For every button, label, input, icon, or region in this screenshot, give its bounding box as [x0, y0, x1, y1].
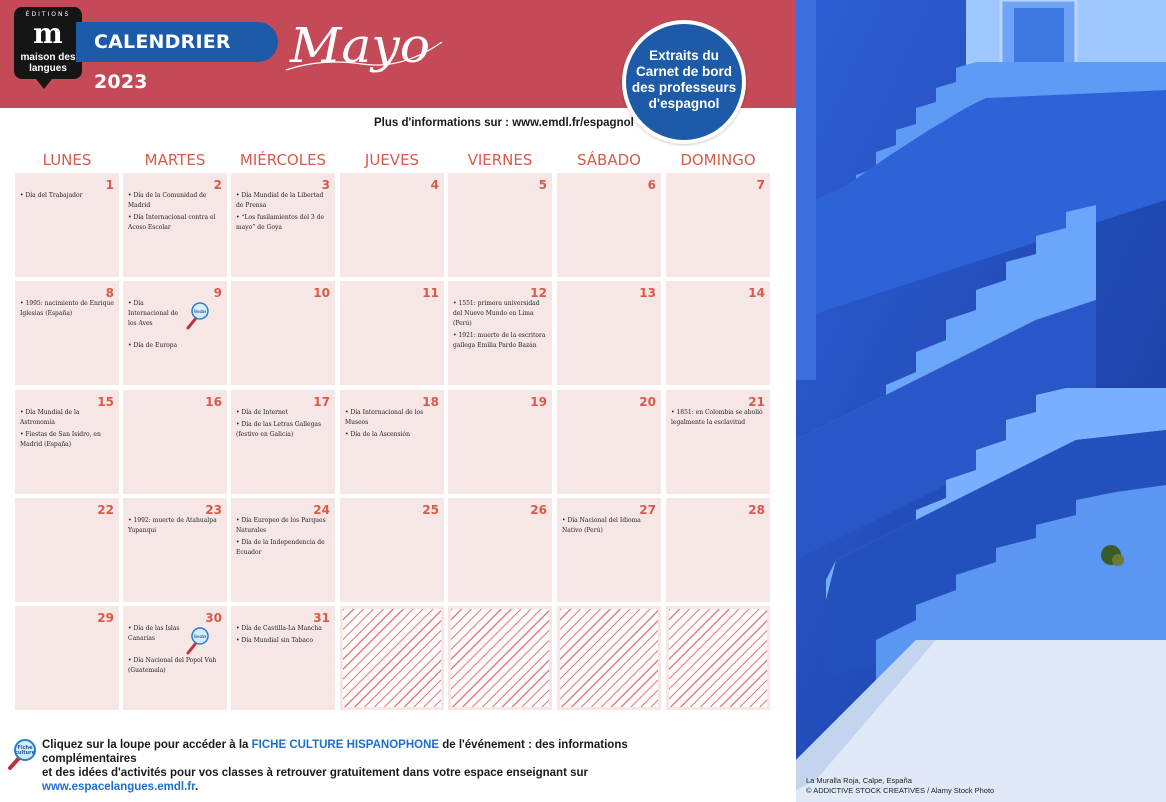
- more-info-link[interactable]: Plus d'informations sur : www.emdl.fr/espagnol: [374, 117, 634, 129]
- event-list: [236, 516, 330, 560]
- event-list: [562, 516, 656, 538]
- day-number: 10: [313, 286, 330, 300]
- event-item: • Día Mundial de la Astronomía: [20, 409, 80, 426]
- teacher-logbook-badge: Extraits du Carnet de bord des professeurs d'espagnol: [622, 20, 746, 144]
- day-number: 25: [422, 503, 439, 517]
- day-cell: [123, 281, 227, 385]
- event-item: • Fiestas de San Isidro, en Madrid (España): [20, 431, 101, 448]
- event-item: • Día de la Independencia de Ecuador: [236, 539, 325, 556]
- event-item: • Día Internacional de los Aves: [128, 300, 179, 327]
- day-number: 14: [748, 286, 765, 300]
- day-number: 12: [530, 286, 547, 300]
- event-item: • Día Mundial sin Tabaco: [236, 637, 313, 644]
- day-cell: [231, 390, 335, 494]
- event-list: [236, 624, 330, 648]
- event-item: • Día de la Comunidad de Madrid: [128, 192, 207, 209]
- event-item: • 1921: muerte de la escritora gallega Emilia Pardo Bazán: [453, 332, 546, 349]
- day-cell: [666, 173, 770, 277]
- event-item: • “Los fusilamientos del 3 de mayo” de Goya: [236, 214, 325, 231]
- day-header-6: DOMINGO: [680, 151, 756, 169]
- day-cell: [666, 390, 770, 494]
- day-cell: [448, 281, 552, 385]
- empty-day-cell: [340, 606, 444, 710]
- svg-text:Mayo: Mayo: [288, 18, 430, 74]
- day-number: 29: [97, 611, 114, 625]
- day-number: 16: [205, 395, 222, 409]
- day-cell: [557, 173, 661, 277]
- day-header-4: VIERNES: [467, 151, 533, 169]
- day-number: 15: [97, 395, 114, 409]
- event-list: [128, 516, 222, 538]
- day-number: 8: [105, 286, 114, 300]
- event-item: • Día de las Letras Gallegas (festivo en Galicia): [236, 421, 322, 438]
- svg-text:Fiche culture: Fiche culture: [194, 634, 207, 639]
- logo-mark: m: [33, 17, 63, 50]
- day-cell: [448, 498, 552, 602]
- event-list: [671, 408, 765, 430]
- day-number: 20: [639, 395, 656, 409]
- svg-text:Fiche: Fiche: [17, 745, 33, 751]
- day-cell: [666, 498, 770, 602]
- day-number: 30: [205, 611, 222, 625]
- day-cell: [231, 173, 335, 277]
- empty-day-cell: [666, 606, 770, 710]
- day-number: 3: [321, 178, 330, 192]
- day-cell: [557, 281, 661, 385]
- event-item: • Día de Internet: [236, 409, 288, 416]
- fiche-culture-magnifier-icon[interactable]: [185, 301, 209, 331]
- day-number: 31: [313, 611, 330, 625]
- fiche-culture-magnifier-icon[interactable]: [185, 626, 209, 656]
- empty-day-cell: [557, 606, 661, 710]
- event-list: [20, 191, 114, 203]
- day-number: 5: [538, 178, 547, 192]
- day-cell: [231, 606, 335, 710]
- day-number: 9: [213, 286, 222, 300]
- svg-text:culture: culture: [14, 750, 36, 756]
- logo-tail: [36, 79, 52, 89]
- day-header-3: JUEVES: [364, 151, 420, 169]
- cover-photo: [796, 0, 1166, 802]
- day-cell: [15, 498, 119, 602]
- event-list: [236, 408, 330, 442]
- svg-text:Fiche culture: Fiche culture: [194, 309, 207, 314]
- day-number: 21: [748, 395, 765, 409]
- event-list: [453, 299, 547, 353]
- photo-credit: La Muralla Roja, Calpe, España © ADDICTIVE STOCK CREATIVES / Alamy Stock Photo: [806, 776, 995, 795]
- day-cell: [448, 390, 552, 494]
- event-item: • Día del Trabajador: [20, 192, 83, 199]
- day-number: 6: [647, 178, 656, 192]
- empty-day-cell: [448, 606, 552, 710]
- event-list: [128, 191, 222, 235]
- day-cell: [231, 281, 335, 385]
- day-number: 17: [313, 395, 330, 409]
- day-header-5: SÁBADO: [577, 151, 641, 169]
- day-cell: [231, 498, 335, 602]
- publisher-logo[interactable]: [14, 7, 82, 79]
- event-item: • Día Mundial de la Libertad de Prensa: [236, 192, 324, 209]
- day-cell: [15, 390, 119, 494]
- day-number: 23: [205, 503, 222, 517]
- day-number: 19: [530, 395, 547, 409]
- day-number: 4: [430, 178, 439, 192]
- day-header-2: MIÉRCOLES: [239, 151, 327, 169]
- day-cell: [340, 281, 444, 385]
- logo-editions: ÉDITIONS: [25, 11, 71, 18]
- day-number: 28: [748, 503, 765, 517]
- event-item: • Día de la Ascensión: [345, 431, 411, 438]
- day-cell: [340, 498, 444, 602]
- event-item: • Día de las Islas Canarias: [128, 625, 180, 642]
- day-number: 2: [213, 178, 222, 192]
- day-number: 18: [422, 395, 439, 409]
- event-item: • Día de Castilla-La Mancha: [236, 625, 322, 632]
- day-number: 11: [422, 286, 439, 300]
- event-item: • Día Internacional contra el Acoso Escolar: [128, 214, 216, 231]
- day-number: 13: [639, 286, 656, 300]
- event-item: • Día Europeo de los Parques Naturales: [236, 517, 326, 534]
- event-item: • Día Nacional del Popol Vuh (Guatemala): [128, 657, 217, 674]
- day-cell: [123, 498, 227, 602]
- day-cell: [15, 606, 119, 710]
- espacelangues-link[interactable]: www.espacelangues.emdl.fr: [42, 781, 195, 793]
- day-cell: [557, 390, 661, 494]
- event-item: • 1851: en Colombia se abolió legalmente la esclavitud: [671, 409, 763, 426]
- fiche-culture-link[interactable]: FICHE CULTURE HISPANOPHONE: [251, 739, 440, 751]
- day-header-0: LUNES: [42, 151, 92, 169]
- event-list: [345, 408, 439, 442]
- day-number: 27: [639, 503, 656, 517]
- day-cell: [340, 173, 444, 277]
- day-number: 26: [530, 503, 547, 517]
- event-list: [20, 299, 114, 321]
- event-item: • 1995: nacimiento de Enrique Iglesias (España): [20, 300, 114, 317]
- day-cell: [123, 173, 227, 277]
- event-item: • 1992: muerte de Atahualpa Yupanqui: [128, 517, 217, 534]
- day-number: 22: [97, 503, 114, 517]
- event-item: • Día Nacional del Idioma Nativo (Perú): [562, 517, 641, 534]
- magnifier-icon: [6, 738, 36, 772]
- footer-note: Cliquez sur la loupe pour accéder à la FICHE CULTURE HISPANOPHONE de l'événement : des informations complémentaires et des idées d'activités pour vos classes à retrouver gratuitement dans votre espace enseignant sur www.espacelangues.emdl.fr.: [42, 739, 628, 793]
- event-item: • Día de Europa: [128, 342, 178, 349]
- event-item: • 1551: primera universidad del Nuevo Mundo en Lima (Perú): [453, 300, 540, 327]
- day-number: 24: [313, 503, 330, 517]
- calendar-title: CALENDRIER 2023: [76, 22, 278, 62]
- day-number: 7: [756, 178, 765, 192]
- day-cell: [557, 498, 661, 602]
- logo-text: maison des langues: [20, 52, 76, 74]
- month-title: [282, 0, 452, 90]
- day-header-1: MARTES: [144, 151, 206, 169]
- day-cell: [123, 390, 227, 494]
- day-number: 1: [105, 178, 114, 192]
- day-cell: [448, 173, 552, 277]
- event-item: • Día Internacional de los Museos: [345, 409, 424, 426]
- event-list: [236, 191, 330, 235]
- day-cell: [15, 281, 119, 385]
- day-cell: [666, 281, 770, 385]
- event-list: [20, 408, 114, 452]
- day-cell: [123, 606, 227, 710]
- day-cell: [340, 390, 444, 494]
- day-cell: [15, 173, 119, 277]
